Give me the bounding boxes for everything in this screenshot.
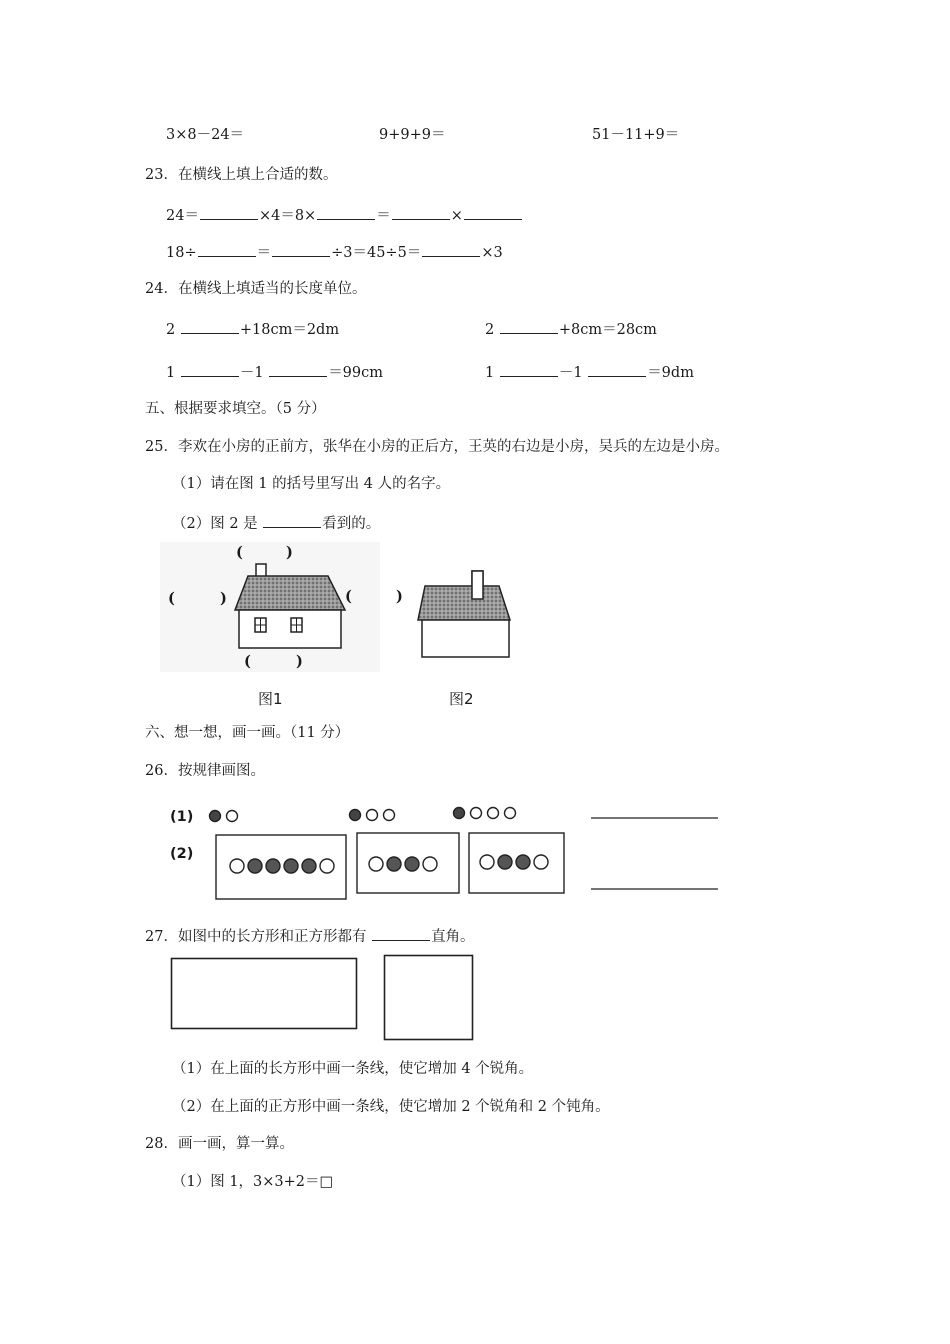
q25-sub-2 bbox=[172, 514, 380, 532]
q24-a2 bbox=[485, 320, 657, 338]
figure-2-caption: 图2 bbox=[449, 690, 474, 708]
paren-bottom-open: ( bbox=[244, 653, 251, 670]
q23-l2-p1: 18÷ bbox=[166, 245, 197, 261]
answer-blank[interactable] bbox=[198, 243, 256, 257]
paren-left-close: ) bbox=[220, 590, 227, 607]
q23-l2-p4: ×3 bbox=[481, 245, 503, 261]
paren-left-open: ( bbox=[168, 590, 175, 607]
q27-title-post: 直角。 bbox=[431, 929, 475, 945]
section-6-heading: 六、想一想，画一画。（11 分） bbox=[145, 725, 350, 741]
q24-b1-post: ＝99cm bbox=[328, 365, 384, 381]
section-5-heading: 五、根据要求填空。（5 分） bbox=[145, 401, 326, 417]
answer-blank[interactable] bbox=[588, 363, 646, 377]
q27-title-pre: 27．如图中的长方形和正方形都有 bbox=[145, 929, 367, 945]
question-28-title: 28．画一画，算一算。 bbox=[145, 1136, 294, 1152]
q24-a2-pre: 2 bbox=[485, 322, 495, 338]
q23-l1-p4: × bbox=[450, 208, 463, 224]
q24-b2-pre: 1 bbox=[485, 365, 495, 381]
paren-top-open: ( bbox=[236, 544, 243, 561]
q24-b1 bbox=[166, 363, 383, 381]
q24-b1-pre: 1 bbox=[166, 365, 176, 381]
q27-sub-2: （2）在上面的正方形中画一条线，使它增加 2 个锐角和 2 个钝角。 bbox=[172, 1099, 610, 1115]
rectangle-square-figure bbox=[168, 952, 478, 1044]
paren-top-close: ) bbox=[286, 544, 293, 561]
answer-blank[interactable] bbox=[263, 514, 321, 528]
expression-2: 9+9+9＝ bbox=[379, 127, 446, 143]
answer-blank[interactable] bbox=[181, 320, 239, 334]
q23-l1-p3: ＝ bbox=[376, 208, 391, 224]
house-side-figure bbox=[415, 568, 515, 660]
pattern-figure bbox=[200, 800, 725, 905]
q28-sub-1: （1）图 1，3×3+2＝□ bbox=[172, 1174, 334, 1190]
pattern-row-2-label: (2) bbox=[170, 846, 194, 862]
answer-blank[interactable] bbox=[372, 927, 430, 941]
expression-1: 3×8－24＝ bbox=[166, 127, 245, 143]
answer-blank[interactable] bbox=[422, 243, 480, 257]
question-27-title bbox=[145, 927, 475, 945]
q23-l1-p1: 24＝ bbox=[166, 208, 199, 224]
paren-right-close: ) bbox=[396, 588, 403, 605]
answer-blank[interactable] bbox=[464, 206, 522, 220]
q24-a1-pre: 2 bbox=[166, 322, 176, 338]
question-25-title: 25．李欢在小房的正前方，张华在小房的正后方，王英的右边是小房，吴兵的左边是小房。 bbox=[145, 439, 729, 455]
answer-blank[interactable] bbox=[272, 243, 330, 257]
q23-line-2 bbox=[166, 243, 503, 261]
expression-3: 51－11+9＝ bbox=[592, 127, 680, 143]
paren-bottom-close: ) bbox=[296, 653, 303, 670]
q24-a1 bbox=[166, 320, 339, 338]
q24-b1-mid: －1 bbox=[239, 365, 264, 381]
q25-sub2-pre: （2）图 2 是 bbox=[172, 516, 258, 532]
q27-sub-1: （1）在上面的长方形中画一条线，使它增加 4 个锐角。 bbox=[172, 1061, 534, 1077]
rectangle-shape bbox=[172, 959, 357, 1029]
q23-l2-p2: ＝ bbox=[256, 245, 272, 261]
q25-sub-1: （1）请在图 1 的括号里写出 4 人的名字。 bbox=[172, 476, 451, 492]
answer-blank[interactable] bbox=[200, 206, 258, 220]
q23-line-1 bbox=[166, 206, 523, 224]
pattern-row-1-label: (1) bbox=[170, 809, 194, 825]
answer-blank[interactable] bbox=[269, 363, 327, 377]
answer-blank[interactable] bbox=[500, 363, 558, 377]
q23-l2-p3: ÷3＝45÷5＝ bbox=[331, 245, 422, 261]
q23-l1-p2: ×4＝8× bbox=[258, 208, 317, 224]
question-26-title: 26．按规律画图。 bbox=[145, 763, 265, 779]
answer-blank[interactable] bbox=[181, 363, 239, 377]
figure-1-caption: 图1 bbox=[258, 690, 283, 708]
q25-sub2-post: 看到的。 bbox=[322, 516, 381, 532]
q24-b2-mid: －1 bbox=[558, 365, 583, 381]
answer-blank[interactable] bbox=[317, 206, 375, 220]
house-front-figure bbox=[160, 542, 380, 672]
square-shape bbox=[385, 956, 473, 1040]
paren-right-open: ( bbox=[345, 588, 352, 605]
q24-b2-post: ＝9dm bbox=[647, 365, 694, 381]
question-24-title: 24．在横线上填适当的长度单位。 bbox=[145, 281, 367, 297]
q24-a2-post: +8cm＝28cm bbox=[558, 322, 657, 338]
answer-blank[interactable] bbox=[392, 206, 450, 220]
answer-blank[interactable] bbox=[500, 320, 558, 334]
q24-a1-post: +18cm＝2dm bbox=[239, 322, 340, 338]
question-23-title: 23．在横线上填上合适的数。 bbox=[145, 167, 338, 183]
q24-b2 bbox=[485, 363, 694, 381]
